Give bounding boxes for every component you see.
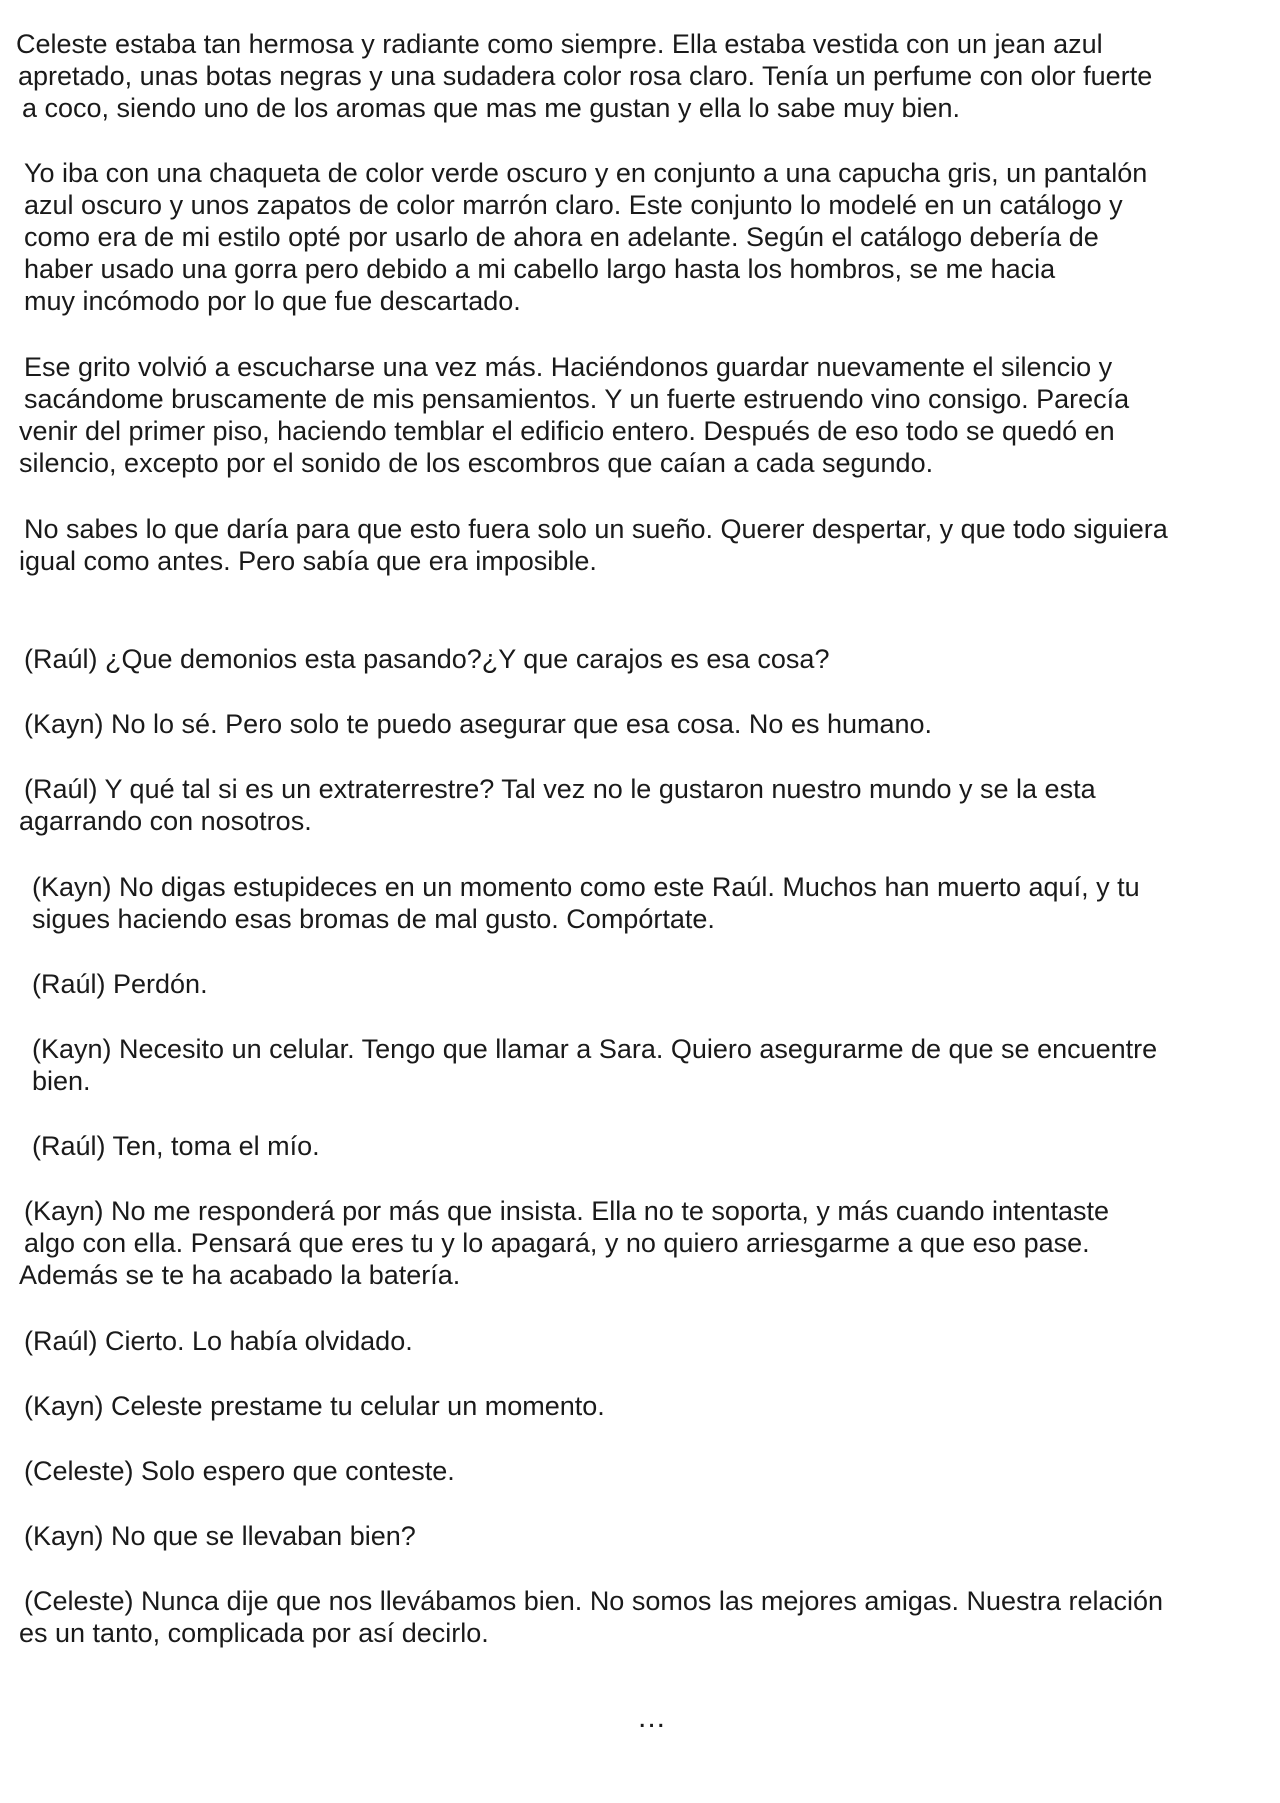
narrative-line: apretado, unas botas negras y una sudadera color rosa claro. Tenía un perfume con olor fuerte [18,61,1153,91]
narrative-line: silencio, excepto por el sonido de los escombros que caían a cada segundo. [19,448,934,478]
dialogue-line: (Raúl) ¿Que demonios esta pasando?¿Y que carajos es esa cosa? [24,644,830,674]
narrative-line: azul oscuro y unos zapatos de color marrón claro. Este conjunto lo modelé en un catálogo y [24,190,1123,220]
narrative-line: igual como antes. Pero sabía que era imposible. [19,546,597,576]
dialogue-line: algo con ella. Pensará que eres tu y lo apagará, y no quiero arriesgarme a que eso pase. [24,1228,1090,1258]
narrative-line: muy incómodo por lo que fue descartado. [24,286,521,316]
dialogue-line: (Kayn) Celeste prestame tu celular un momento. [24,1391,605,1421]
dialogue-line: (Celeste) Nunca dije que nos llevábamos bien. No somos las mejores amigas. Nuestra relación [24,1586,1164,1616]
dialogue-line: agarrando con nosotros. [19,806,312,836]
dialogue-line: (Raúl) Ten, toma el mío. [32,1131,320,1161]
dialogue-line: Además se te ha acabado la batería. [19,1260,461,1290]
dialogue-line: bien. [32,1066,91,1096]
dialogue-line: (Kayn) No me responderá por más que insista. Ella no te soporta, y más cuando intentaste [24,1196,1110,1226]
narrative-line: haber usado una gorra pero debido a mi cabello largo hasta los hombros, se me hacia [24,254,1056,284]
narrative-line: venir del primer piso, haciendo temblar el edificio entero. Después de eso todo se quedó en [19,416,1115,446]
dialogue-line: (Raúl) Y qué tal si es un extraterrestre? Tal vez no le gustaron nuestro mundo y se la esta [24,774,1096,804]
narrative-line: a coco, siendo uno de los aromas que mas me gustan y ella lo sabe muy bien. [22,93,961,123]
narrative-line: Ese grito volvió a escucharse una vez más. Haciéndonos guardar nuevamente el silencio y [24,352,1113,382]
dialogue-line: sigues haciendo esas bromas de mal gusto. Compórtate. [32,904,715,934]
narrative-line: No sabes lo que daría para que esto fuera solo un sueño. Querer despertar, y que todo siguiera [24,514,1168,544]
dialogue-line: (Kayn) No lo sé. Pero solo te puedo asegurar que esa cosa. No es humano. [24,709,933,739]
dialogue-line: (Raúl) Cierto. Lo había olvidado. [24,1326,413,1356]
narrative-line: Celeste estaba tan hermosa y radiante como siempre. Ella estaba vestida con un jean azul [16,29,1103,59]
dialogue-line: (Kayn) No digas estupideces en un momento como este Raúl. Muchos han muerto aquí, y tu [32,872,1140,902]
dialogue-line: (Raúl) Perdón. [32,969,208,999]
dialogue-line: (Kayn) No que se llevaban bien? [24,1521,416,1551]
ending-ellipsis: ... [638,1701,667,1734]
dialogue-line: es un tanto, complicada por así decirlo. [19,1618,489,1648]
narrative-line: sacándome bruscamente de mis pensamientos. Y un fuerte estruendo vino consigo. Parecía [24,384,1130,414]
narrative-line: como era de mi estilo opté por usarlo de ahora en adelante. Según el catálogo debería de [24,222,1099,252]
dialogue-line: (Kayn) Necesito un celular. Tengo que llamar a Sara. Quiero asegurarme de que se encuentre [32,1034,1158,1064]
narrative-line: Yo iba con una chaqueta de color verde oscuro y en conjunto a una capucha gris, un pantalón [24,158,1148,188]
dialogue-line: (Celeste) Solo espero que conteste. [24,1456,455,1486]
